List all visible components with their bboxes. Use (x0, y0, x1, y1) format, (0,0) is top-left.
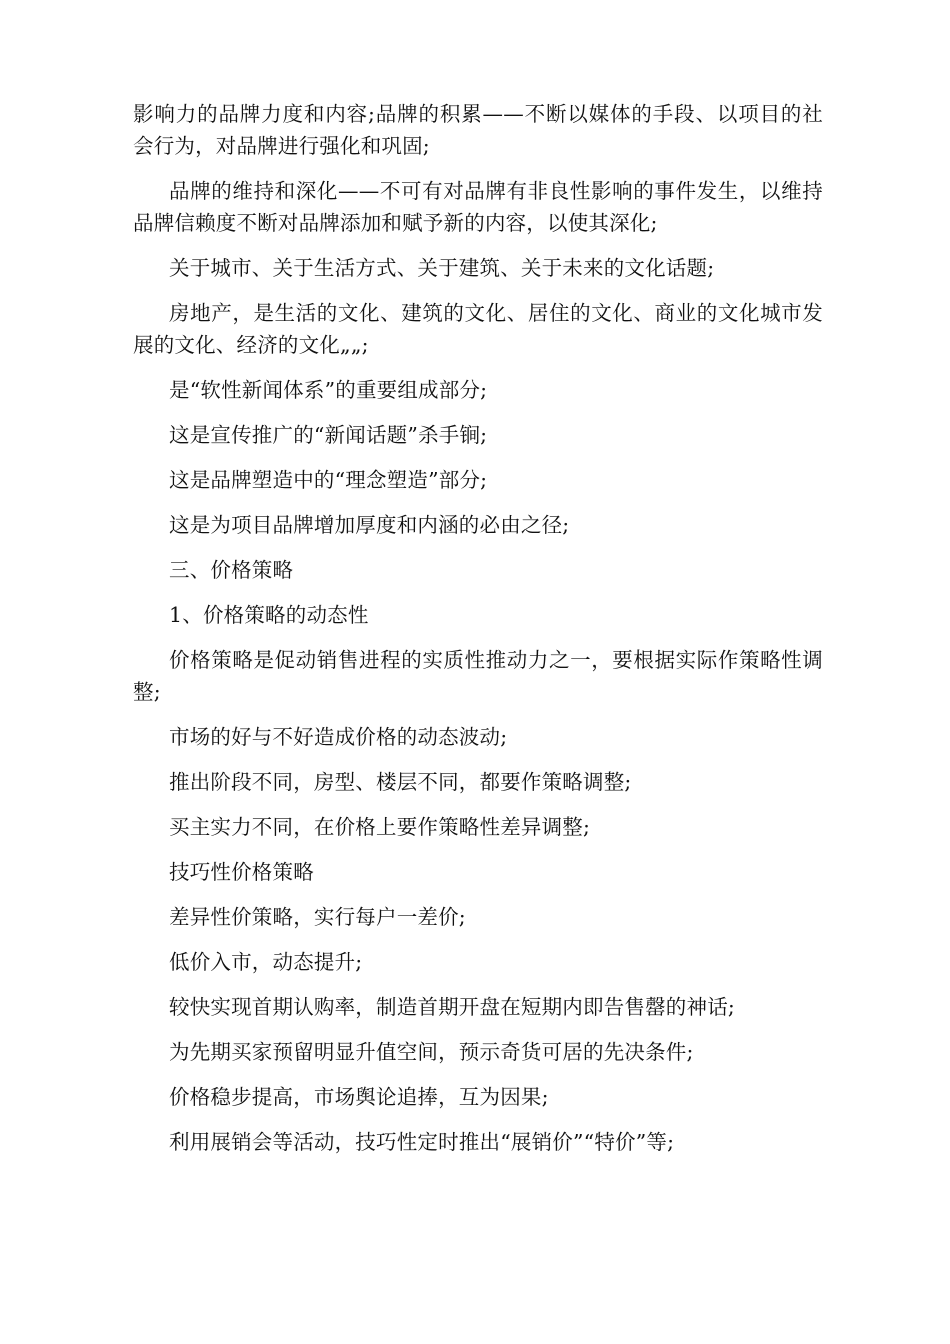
paragraph-price-driver: 价格策略是促动销售进程的实质性推动力之一，要根据实际作策略性调整; (133, 648, 823, 704)
paragraph-brand-deepening: 品牌的维持和深化——不可有对品牌有非良性影响的事件发生，以维持品牌信赖度不断对品牌添加和赋予新的内容，以使其深化; (133, 179, 823, 235)
paragraph-buyer-adjustment: 买主实力不同，在价格上要作策略性差异调整; (169, 815, 591, 839)
paragraph-brand-accumulation: 影响力的品牌力度和内容;品牌的积累——不断以媒体的手段、以项目的社会行为，对品牌进行强化和巩固; (133, 102, 823, 158)
paragraph-steady-increase: 价格稳步提高，市场舆论追捧，互为因果; (169, 1085, 549, 1109)
paragraph-market-fluctuation: 市场的好与不好造成价格的动态波动; (169, 725, 508, 749)
paragraph-concept-shaping: 这是品牌塑造中的“理念塑造”部分; (169, 468, 488, 492)
subsection-heading-dynamic-pricing: 1、价格策略的动态性 (169, 603, 369, 627)
document-body (133, 98, 823, 1171)
paragraph-soft-news: 是“软性新闻体系”的重要组成部分; (169, 378, 488, 402)
paragraph-stage-adjustment: 推出阶段不同，房型、楼层不同，都要作策略调整; (169, 770, 632, 794)
paragraph-low-entry: 低价入市，动态提升; (169, 950, 363, 974)
paragraph-first-phase-sellout: 较快实现首期认购率，制造首期开盘在短期内即告售罄的神话; (169, 995, 736, 1019)
paragraph-real-estate-culture: 房地产，是生活的文化、建筑的文化、居住的文化、商业的文化城市发展的文化、经济的文化„„; (133, 301, 823, 357)
paragraph-brand-depth: 这是为项目品牌增加厚度和内涵的必由之径; (169, 513, 570, 537)
paragraph-culture-topics: 关于城市、关于生活方式、关于建筑、关于未来的文化话题; (169, 256, 715, 280)
paragraph-appreciation-space: 为先期买家预留明显升值空间，预示奇货可居的先决条件; (169, 1040, 694, 1064)
paragraph-exhibition-pricing: 利用展销会等活动，技巧性定时推出“展销价”“特价”等; (169, 1130, 675, 1154)
paragraph-news-topic: 这是宣传推广的“新闻话题”杀手锏; (169, 423, 488, 447)
subsection-heading-tactical-pricing: 技巧性价格策略 (169, 860, 314, 884)
paragraph-differential-pricing: 差异性价策略，实行每户一差价; (169, 905, 466, 929)
section-heading-price-strategy: 三、价格策略 (169, 558, 294, 582)
